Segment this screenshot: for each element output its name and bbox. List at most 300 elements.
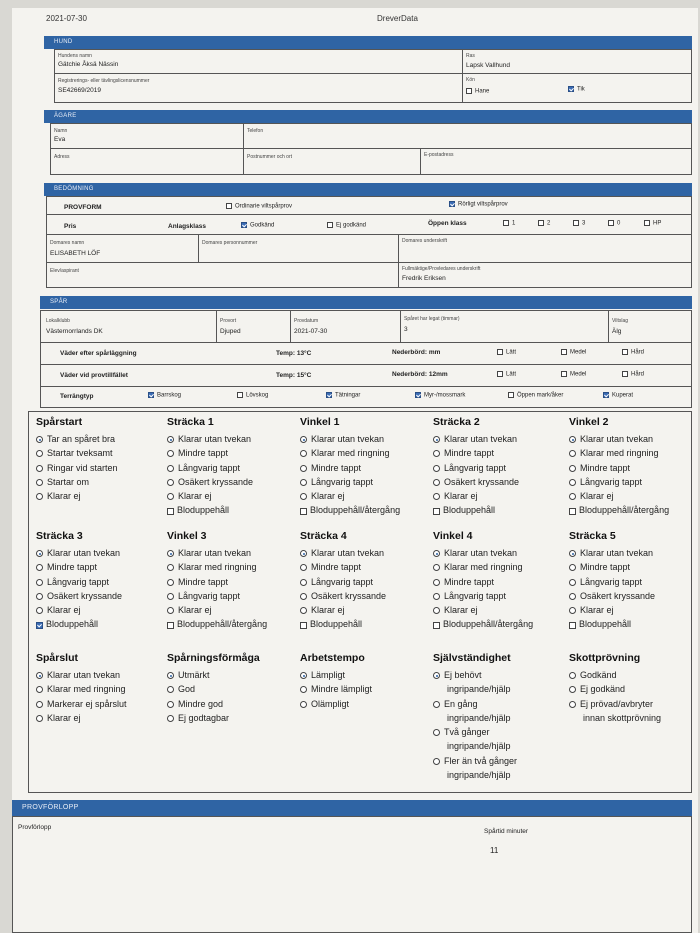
checkbox-checked-icon[interactable]	[449, 201, 455, 207]
eval-option[interactable]	[36, 668, 127, 682]
radio-selected-icon[interactable]	[569, 436, 576, 443]
divider	[398, 234, 399, 288]
checkbox-icon[interactable]	[622, 349, 628, 355]
eval-option-label: Bloduppehåll/återgång	[579, 505, 670, 516]
eval-option[interactable]	[36, 617, 122, 631]
eval-option[interactable]	[36, 575, 122, 589]
eval-group	[36, 416, 118, 503]
eval-option-label: Långvarig tappt	[444, 462, 507, 473]
eval-option[interactable]	[569, 461, 669, 475]
eval-option-label: ingripande/hjälp	[447, 770, 511, 781]
eval-option[interactable]	[300, 475, 400, 489]
eval-option[interactable]	[433, 503, 519, 517]
eval-option-label: Osäkert kryssande	[444, 476, 520, 487]
checkbox-icon[interactable]	[167, 508, 174, 515]
eval-option[interactable]	[433, 697, 517, 711]
terrain-oppen[interactable]: Öppen mark/åker	[508, 392, 563, 399]
checkbox-checked-icon[interactable]	[568, 86, 574, 92]
radio-selected-icon[interactable]	[36, 436, 43, 443]
radio-icon[interactable]	[569, 493, 576, 500]
radio-icon[interactable]	[300, 607, 307, 614]
divider	[290, 310, 291, 342]
radio-icon[interactable]	[36, 607, 43, 614]
eval-option-label: Klarar ej	[47, 491, 81, 502]
radio-icon[interactable]	[167, 593, 174, 600]
radio-selected-icon[interactable]	[433, 550, 440, 557]
radio-icon[interactable]	[569, 672, 576, 679]
eval-option[interactable]	[569, 546, 655, 560]
reg-value[interactable]: SE42669/2019	[58, 87, 102, 94]
radio-icon[interactable]	[300, 564, 307, 571]
eval-option-label: Långvarig tappt	[178, 462, 241, 473]
checkbox-icon[interactable]	[608, 220, 614, 226]
eval-option[interactable]	[167, 446, 253, 460]
wind-during-medel[interactable]: Medel	[561, 371, 586, 378]
dog-name-value[interactable]: Gätchie Åksä Nässin	[58, 61, 119, 68]
eval-option[interactable]	[569, 446, 669, 460]
eval-option[interactable]	[36, 603, 122, 617]
eval-option[interactable]	[36, 546, 122, 560]
checkbox-icon[interactable]	[503, 220, 509, 226]
eval-option[interactable]	[433, 432, 519, 446]
radio-icon[interactable]	[36, 465, 43, 472]
radio-selected-icon[interactable]	[569, 550, 576, 557]
weather-after-rain[interactable]: Nederbörd: mm	[392, 349, 441, 356]
eval-group	[569, 530, 655, 632]
radio-icon[interactable]	[167, 493, 174, 500]
oppen-option-2[interactable]: 2	[538, 220, 550, 227]
radio-icon[interactable]	[300, 686, 307, 693]
eval-option-label: Klarar ej	[311, 491, 345, 502]
judge-name-label: Domares namn	[50, 240, 85, 246]
eval-option-label: Ej godkänd	[580, 684, 626, 695]
app-name: DreverData	[377, 14, 418, 23]
eval-option[interactable]	[569, 682, 661, 696]
section-bedomning-header: BEDÖMNING	[44, 183, 692, 196]
provdatum-value[interactable]: 2021-07-30	[294, 328, 328, 335]
eval-group-title: Spårstart	[36, 416, 83, 428]
eval-option[interactable]	[569, 603, 655, 617]
weather-during-rain[interactable]: Nederbörd: 12mm	[392, 371, 448, 378]
eval-option[interactable]	[36, 682, 127, 696]
eval-option-label: Två gånger	[444, 727, 490, 738]
radio-icon[interactable]	[433, 593, 440, 600]
eval-group	[167, 530, 267, 632]
eval-option-label: Startar om	[47, 476, 90, 487]
eval-option-label: Ej godtagbar	[178, 712, 230, 723]
radio-icon[interactable]	[167, 564, 174, 571]
radio-selected-icon[interactable]	[167, 672, 174, 679]
radio-icon[interactable]	[167, 465, 174, 472]
eval-option-label: Klarar med ringning	[47, 684, 126, 695]
radio-icon[interactable]	[433, 493, 440, 500]
radio-selected-icon[interactable]	[300, 550, 307, 557]
checkbox-icon[interactable]	[569, 622, 576, 629]
checkbox-icon[interactable]	[167, 622, 174, 629]
radio-icon[interactable]	[569, 593, 576, 600]
eval-group-title: Vinkel 3	[167, 530, 207, 542]
anlagsklass-label: Anlagsklass	[168, 223, 206, 230]
radio-icon[interactable]	[569, 479, 576, 486]
radio-icon[interactable]	[36, 593, 43, 600]
oppen-option-1[interactable]: 1	[503, 220, 515, 227]
owner-name-label: Namn	[54, 128, 68, 134]
wind-after-hard[interactable]: Hård	[622, 349, 644, 356]
breed-label: Ras	[466, 53, 475, 59]
eval-option-label: Mindre god	[178, 698, 224, 709]
divider	[46, 214, 692, 215]
wind-after-latt[interactable]: Lätt	[497, 349, 516, 356]
eval-option-label: Ej prövad/avbryter	[580, 698, 654, 709]
wind-during-hard[interactable]: Hård	[622, 371, 644, 378]
provform-ordinarie-option[interactable]: Ordinarie viltspårprov	[226, 203, 292, 210]
viltslag-value[interactable]: Älg	[612, 328, 622, 335]
checkbox-icon[interactable]	[573, 220, 579, 226]
eval-option[interactable]	[300, 603, 386, 617]
radio-icon[interactable]	[569, 686, 576, 693]
eval-option[interactable]	[569, 475, 669, 489]
eval-option-label: Långvarig tappt	[580, 476, 643, 487]
eval-group	[569, 416, 669, 518]
radio-icon[interactable]	[36, 564, 43, 571]
eval-option-label: Klarar utan tvekan	[444, 548, 518, 558]
eval-option[interactable]	[433, 446, 519, 460]
eval-option[interactable]	[36, 461, 118, 475]
divider	[420, 148, 421, 175]
eval-option-label: Klarar utan tvekan	[47, 670, 121, 680]
radio-icon[interactable]	[433, 758, 440, 765]
eval-option[interactable]	[300, 617, 386, 631]
checkbox-icon[interactable]	[569, 508, 576, 515]
checkbox-icon[interactable]	[327, 222, 333, 228]
phone-label: Telefon	[247, 128, 264, 134]
eval-option[interactable]	[167, 432, 253, 446]
radio-icon[interactable]	[569, 701, 576, 708]
eval-group	[36, 530, 122, 632]
eval-option[interactable]	[569, 589, 655, 603]
radio-selected-icon[interactable]	[167, 436, 174, 443]
eval-option[interactable]	[36, 711, 127, 725]
terrain-lovskog[interactable]: Lövskog	[237, 392, 268, 399]
radio-icon[interactable]	[433, 450, 440, 457]
eval-option[interactable]	[433, 668, 517, 682]
checkbox-icon[interactable]	[508, 392, 514, 398]
wind-during-latt[interactable]: Lätt	[497, 371, 516, 378]
radio-icon[interactable]	[167, 579, 174, 586]
eval-option[interactable]	[36, 475, 118, 489]
eval-option[interactable]	[167, 546, 267, 560]
eval-option-label: Klarar utan tvekan	[311, 548, 385, 558]
eval-option-label: Ringar vid starten	[47, 462, 118, 473]
section-agare-header: ÄGARE	[44, 110, 692, 123]
checkbox-icon[interactable]	[300, 622, 307, 629]
checkbox-icon[interactable]	[561, 371, 567, 377]
sex-male-option[interactable]: Hane	[466, 88, 489, 95]
eval-option[interactable]	[569, 668, 661, 682]
checkbox-icon[interactable]	[538, 220, 544, 226]
judge-name-value[interactable]: ELISABETH LÖF	[50, 250, 101, 257]
pris-label: Pris	[64, 223, 77, 230]
weather-during-temp[interactable]: Temp: 15°C	[276, 372, 312, 379]
radio-icon[interactable]	[433, 564, 440, 571]
radio-icon[interactable]	[433, 701, 440, 708]
checkbox-icon[interactable]	[237, 392, 243, 398]
checkbox-icon[interactable]	[497, 371, 503, 377]
sex-label: Kön	[466, 77, 475, 83]
legat-value[interactable]: 3	[404, 326, 408, 333]
radio-icon[interactable]	[36, 479, 43, 486]
eval-option-label: Mindre tappt	[178, 448, 229, 459]
eval-option-continuation	[569, 711, 661, 725]
checkbox-checked-icon[interactable]	[415, 392, 421, 398]
radio-icon[interactable]	[167, 715, 174, 722]
eval-option[interactable]	[569, 503, 669, 517]
breed-value[interactable]: Lapsk Vallhund	[466, 62, 510, 69]
elev-label: Elev/aspirant	[50, 268, 79, 274]
section-spar-header: SPÅR	[40, 296, 692, 309]
eval-option[interactable]	[167, 489, 253, 503]
radio-icon[interactable]	[36, 450, 43, 457]
eval-option-label: Klarar ej	[47, 605, 81, 616]
eval-option[interactable]	[433, 725, 517, 739]
radio-icon[interactable]	[36, 493, 43, 500]
radio-icon[interactable]	[433, 579, 440, 586]
terrain-tatningar[interactable]: Tätningar	[326, 392, 360, 399]
eval-option[interactable]	[433, 461, 519, 475]
radio-icon[interactable]	[433, 479, 440, 486]
eval-option-label: Långvarig tappt	[178, 590, 241, 601]
eval-option[interactable]	[167, 711, 260, 725]
eval-option[interactable]	[36, 489, 118, 503]
eval-option[interactable]	[569, 560, 655, 574]
checkbox-icon[interactable]	[497, 349, 503, 355]
reg-label: Registrerings- eller tävlingslicensnummer	[58, 78, 150, 84]
radio-icon[interactable]	[300, 493, 307, 500]
divider	[243, 123, 244, 175]
checkbox-checked-icon[interactable]	[326, 392, 332, 398]
oppen-option-3[interactable]: 3	[573, 220, 585, 227]
checkbox-icon[interactable]	[226, 203, 232, 209]
provort-value[interactable]: Djuped	[220, 328, 241, 335]
eval-group	[300, 530, 386, 632]
eval-option[interactable]	[36, 446, 118, 460]
eval-option[interactable]	[569, 575, 655, 589]
eval-option-continuation	[433, 739, 517, 753]
radio-icon[interactable]	[167, 701, 174, 708]
eval-option[interactable]	[167, 697, 260, 711]
section-bedomning-box	[46, 196, 692, 288]
eval-option[interactable]	[167, 461, 253, 475]
eval-option[interactable]	[433, 575, 533, 589]
eval-option[interactable]	[569, 489, 669, 503]
eval-group	[300, 416, 400, 518]
provforlopp-label: Provförlopp	[18, 824, 52, 831]
eval-option[interactable]	[433, 489, 519, 503]
radio-icon[interactable]	[569, 607, 576, 614]
radio-icon[interactable]	[167, 607, 174, 614]
oppen-option-0[interactable]: 0	[608, 220, 620, 227]
radio-icon[interactable]	[300, 701, 307, 708]
radio-icon[interactable]	[36, 701, 43, 708]
eval-option[interactable]	[167, 560, 267, 574]
eval-option[interactable]	[569, 697, 661, 711]
eval-option[interactable]	[300, 682, 372, 696]
eval-option[interactable]	[36, 589, 122, 603]
radio-icon[interactable]	[433, 729, 440, 736]
radio-icon[interactable]	[167, 479, 174, 486]
eval-option[interactable]	[300, 503, 400, 517]
radio-icon[interactable]	[167, 450, 174, 457]
eval-option-label: Långvarig tappt	[311, 476, 374, 487]
eval-option[interactable]	[167, 475, 253, 489]
eval-option-label: Utmärkt	[178, 670, 210, 680]
eval-option[interactable]	[433, 617, 533, 631]
eval-option[interactable]	[300, 432, 400, 446]
eval-option-label: Klarar ej	[311, 605, 345, 616]
divider	[46, 262, 692, 263]
eval-group-title: Sträcka 1	[167, 416, 214, 428]
eval-option-label: Klarar utan tvekan	[178, 548, 252, 558]
divider	[40, 342, 692, 343]
provform-rorligt-option[interactable]: Rörligt viltspårprov	[449, 201, 508, 208]
radio-icon[interactable]	[300, 579, 307, 586]
wind-after-medel[interactable]: Medel	[561, 349, 586, 356]
terrain-kuperat[interactable]: Kuperat	[603, 392, 633, 399]
viltslag-label: Viltslag	[612, 318, 629, 324]
eval-option[interactable]	[433, 754, 517, 768]
eval-option[interactable]	[167, 682, 260, 696]
radio-selected-icon[interactable]	[433, 672, 440, 679]
checkbox-checked-icon[interactable]	[241, 222, 247, 228]
eval-option[interactable]	[167, 503, 253, 517]
checkbox-icon[interactable]	[466, 88, 472, 94]
eval-group-title: Sträcka 5	[569, 530, 616, 542]
checkbox-icon[interactable]	[300, 508, 307, 515]
eval-option[interactable]	[300, 589, 386, 603]
radio-selected-icon[interactable]	[300, 672, 307, 679]
radio-selected-icon[interactable]	[36, 550, 43, 557]
eval-option[interactable]	[167, 668, 260, 682]
radio-icon[interactable]	[36, 715, 43, 722]
eval-option[interactable]	[36, 697, 127, 711]
checkbox-icon[interactable]	[433, 508, 440, 515]
radio-icon[interactable]	[569, 465, 576, 472]
eval-option-continuation	[433, 711, 517, 725]
eval-option[interactable]	[300, 668, 372, 682]
eval-option-label: Klarar ej	[580, 491, 614, 502]
eval-option[interactable]	[300, 461, 400, 475]
checkbox-checked-icon[interactable]	[148, 392, 154, 398]
radio-icon[interactable]	[36, 579, 43, 586]
eval-option[interactable]	[300, 697, 372, 711]
checkbox-icon[interactable]	[644, 220, 650, 226]
radio-icon[interactable]	[300, 465, 307, 472]
radio-icon[interactable]	[300, 450, 307, 457]
eval-option[interactable]	[167, 589, 267, 603]
oppen-option-hp[interactable]: HP	[644, 220, 661, 227]
eval-option[interactable]	[433, 560, 533, 574]
radio-selected-icon[interactable]	[433, 436, 440, 443]
radio-icon[interactable]	[569, 564, 576, 571]
anlagsklass-ejgodkand-option[interactable]: Ej godkänd	[327, 222, 366, 229]
eval-group	[167, 416, 253, 518]
anlagsklass-godkand-option[interactable]: Godkänd	[241, 222, 274, 229]
radio-icon[interactable]	[167, 686, 174, 693]
eval-option-label: Klarar utan tvekan	[580, 434, 654, 444]
eval-option-label: Markerar ej spårslut	[47, 698, 127, 709]
fullm-value[interactable]: Fredrik Eriksen	[402, 275, 446, 282]
radio-selected-icon[interactable]	[36, 672, 43, 679]
divider	[40, 364, 692, 365]
eval-option[interactable]	[569, 432, 669, 446]
eval-option-label: Osäkert kryssande	[311, 590, 387, 601]
eval-option-label: Startar tveksamt	[47, 448, 113, 459]
checkbox-checked-icon[interactable]	[603, 392, 609, 398]
radio-icon[interactable]	[300, 479, 307, 486]
eval-option[interactable]	[300, 446, 400, 460]
eval-option[interactable]	[167, 617, 267, 631]
eval-option-continuation	[433, 682, 517, 696]
checkbox-icon[interactable]	[561, 349, 567, 355]
radio-icon[interactable]	[36, 686, 43, 693]
eval-option-label: Klarar ej	[444, 605, 478, 616]
eval-option-label: Klarar med ringning	[178, 562, 257, 573]
terrain-myr[interactable]: Myr-/mossmark	[415, 392, 465, 399]
eval-option-label: Tar an spåret bra	[47, 434, 116, 444]
eval-option[interactable]	[433, 475, 519, 489]
eval-option[interactable]	[300, 489, 400, 503]
eval-option[interactable]	[167, 575, 267, 589]
eval-option[interactable]	[300, 546, 386, 560]
eval-option-label: Bloduppehåll/återgång	[310, 505, 401, 516]
radio-selected-icon[interactable]	[300, 436, 307, 443]
radio-icon[interactable]	[569, 579, 576, 586]
fullm-label: Fullmäktige/Provledares underskrift	[402, 266, 481, 272]
eval-group	[433, 416, 519, 518]
radio-icon[interactable]	[433, 607, 440, 614]
radio-icon[interactable]	[569, 450, 576, 457]
eval-option[interactable]	[300, 560, 386, 574]
eval-option[interactable]	[36, 560, 122, 574]
checkbox-icon[interactable]	[622, 371, 628, 377]
eval-option-label: Mindre tappt	[47, 562, 98, 573]
radio-selected-icon[interactable]	[167, 550, 174, 557]
owner-name-value[interactable]: Eva	[54, 136, 66, 143]
eval-option[interactable]	[433, 546, 533, 560]
judge-sign-label: Domares underskrift	[402, 238, 448, 244]
checkbox-checked-icon[interactable]	[36, 622, 43, 629]
eval-option-label: Bloduppehåll/återgång	[177, 619, 268, 630]
terrain-barrskog[interactable]: Barrskog	[148, 392, 181, 399]
radio-icon[interactable]	[433, 465, 440, 472]
sex-female-option[interactable]: Tik	[568, 86, 585, 93]
eval-option-label: Fler än två gånger	[444, 755, 518, 766]
eval-option[interactable]	[167, 603, 267, 617]
checkbox-icon[interactable]	[433, 622, 440, 629]
eval-option[interactable]	[433, 603, 533, 617]
eval-option[interactable]	[569, 617, 655, 631]
radio-icon[interactable]	[300, 593, 307, 600]
weather-during-label: Väder vid provtillfället	[60, 372, 128, 379]
eval-option-label: Klarar ej	[178, 491, 212, 502]
weather-after-temp[interactable]: Temp: 13°C	[276, 350, 312, 357]
eval-option[interactable]	[300, 575, 386, 589]
legat-label: Spåret har legat (timmar)	[404, 316, 460, 322]
eval-option[interactable]	[36, 432, 118, 446]
spartid-value[interactable]: 11	[490, 846, 499, 855]
eval-option[interactable]	[433, 589, 533, 603]
lokalklubb-value[interactable]: Västernorrlands DK	[46, 328, 103, 335]
